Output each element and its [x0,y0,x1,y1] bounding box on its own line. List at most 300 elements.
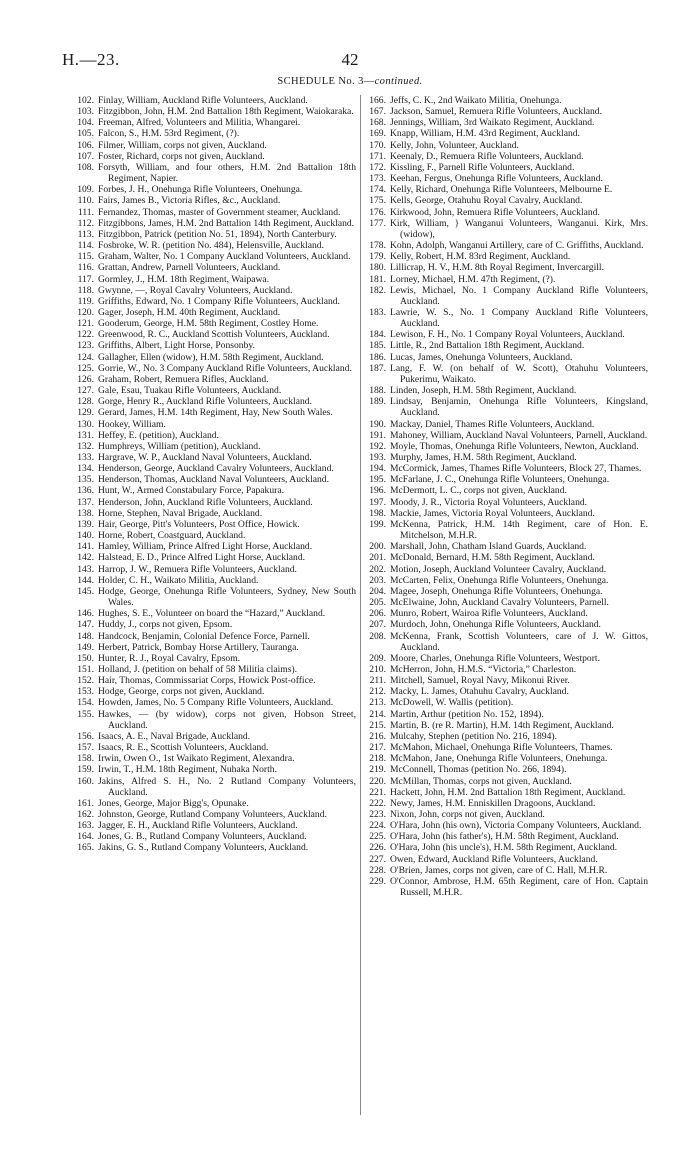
entry-text: Henderson, John, Auckland Rifle Volunteers, Auckland. [98,496,313,508]
list-item [364,474,648,485]
entry-number: 172. [369,161,386,173]
entry-text: O'Brien, James, corps not given, care of C. Hall, M.H.R. [390,864,608,876]
list-item [72,296,356,307]
list-item [72,274,356,285]
list-item [72,709,356,731]
entry-number: 169. [369,128,386,140]
entry-number: 199. [369,518,386,530]
entry-number: 120. [77,306,94,318]
entry-text: Owen, Edward, Auckland Rifle Volunteers, Auckland. [390,853,598,865]
entry-number: 124. [77,351,94,363]
list-item [72,575,356,586]
entry-text: Foster, Richard, corps not given, Auckland. [98,150,265,162]
list-item [72,820,356,831]
entry-text: Gallagher, Ellen (widow), H.M. 58th Regiment, Auckland. [98,351,324,363]
entry-number: 194. [369,463,386,475]
entry-number: 150. [77,652,94,664]
list-item [72,396,356,407]
list-item [364,564,648,575]
entry-text: Kirk, William, } Wanganui Volunteers, Wanganui. Kirk, Mrs. (widow), [390,217,648,240]
entry-number: 132. [77,440,94,452]
entry-number: 121. [77,318,94,330]
column-divider [360,95,361,1115]
entry-number: 103. [77,106,94,118]
entry-number: 182. [369,284,386,296]
entry-text: Lang, F. W. (on behalf of W. Scott), Otahuhu Volunteers, Pukerimu, Waikato. [390,362,648,385]
list-item [364,720,648,731]
list-item [72,251,356,262]
entry-text: Isaacs, A. E., Naval Brigade, Auckland. [98,730,251,742]
entry-number: 156. [77,730,94,742]
entry-number: 118. [77,284,94,296]
entry-text: Halstead, E. D., Prince Alfred Light Horse, Auckland. [98,552,306,564]
list-item [364,385,648,396]
entry-number: 134. [77,463,94,475]
entry-number: 170. [369,139,386,151]
entry-text: Mahoney, William, Auckland Naval Volunteers, Parnell, Auckland. [390,429,648,441]
entry-number: 128. [77,396,94,408]
entry-text: Martin, B. (re R. Martin), H.M. 14th Regiment, Auckland. [390,719,614,731]
list-item [72,653,356,664]
entry-number: 174. [369,184,386,196]
entry-number: 166. [369,95,386,106]
entry-number: 148. [77,630,94,642]
right-column [364,95,648,898]
list-item [364,742,648,753]
list-item [364,285,648,307]
list-item [364,463,648,474]
list-item [364,552,648,563]
entry-text: Mackie, James, Victoria Royal Volunteers, Auckland. [390,507,595,519]
list-item [364,128,648,139]
list-item [72,798,356,809]
entry-text: Hair, George, Pitt's Volunteers, Post Office, Howick. [98,518,300,530]
list-item [364,430,648,441]
entry-text: McElwaine, John, Auckland Cavalry Volunteers, Parnell. [390,597,609,609]
entry-text: Fernandez, Thomas, master of Government steamer, Auckland. [98,206,341,218]
list-item [364,798,648,809]
list-item [72,508,356,519]
list-item [72,831,356,842]
list-item [72,497,356,508]
entry-number: 205. [369,597,386,609]
list-item [364,106,648,117]
entry-text: Murdoch, John, Onehunga Rifle Volunteers, Auckland. [390,619,601,631]
list-item [364,117,648,128]
entry-text: Hair, Thomas, Commissariat Corps, Howick Post-office. [98,675,316,687]
entry-text: O'Connor, Ambrose, H.M. 65th Regiment, care of Hon. Captain Russell, M.H.R. [390,875,648,899]
list-item [364,262,648,273]
list-item [72,340,356,351]
list-item [72,742,356,753]
entry-number: 110. [77,195,94,207]
entry-number: 161. [77,797,94,809]
entry-number: 144. [77,574,94,586]
entry-number: 102. [77,95,94,106]
list-item [72,374,356,385]
list-item [364,307,648,329]
entry-text: Martin, Arthur (petition No. 152, 1894). [390,708,544,720]
list-item [72,753,356,764]
entry-number: 154. [77,697,94,709]
entry-number: 217. [369,742,386,754]
entry-number: 206. [369,608,386,620]
entry-text: Jackson, Samuel, Remuera Rifle Volunteers, Auckland. [390,106,602,118]
entry-text: Lucas, James, Onehunga Volunteers, Auckland. [390,351,573,363]
list-item [364,664,648,675]
entry-text: Humphreys, William (petition), Auckland. [98,440,261,452]
left-column [72,95,356,854]
list-item [72,318,356,329]
list-item [72,619,356,630]
entry-text: Macky, L. James, Otahuhu Cavalry, Auckland. [390,686,569,698]
list-item [364,396,648,418]
entry-number: 200. [369,541,386,553]
list-item [364,831,648,842]
entry-number: 159. [77,764,94,776]
entry-number: 130. [77,418,94,430]
entry-text: Mulcahy, Stephen (petition No. 216, 1894). [390,730,557,742]
list-item [72,686,356,697]
entry-number: 143. [77,563,94,575]
list-item [364,575,648,586]
entry-text: Mackay, Daniel, Thames Rifle Volunteers, Auckland. [390,418,595,430]
list-item [364,274,648,285]
list-item [364,497,648,508]
entry-text: McMahon, Jane, Onehunga Rifle Volunteers, Onehunga. [390,753,608,765]
list-item [364,329,648,340]
entry-number: 193. [369,452,386,463]
list-item [72,419,356,430]
list-item [364,619,648,630]
list-item [364,363,648,385]
entry-text: Forsyth, William, and four others, H.M. 2nd Battalion 18th Regiment, Napier. [98,161,356,185]
entry-text: Hodge, George, corps not given, Auckland. [98,686,265,698]
entry-text: Howden, James, No. 5 Company Rifle Volunteers, Auckland. [98,697,334,709]
list-item [364,697,648,708]
entry-number: 183. [369,306,386,318]
list-item [364,820,648,831]
list-item [72,363,356,374]
entry-number: 195. [369,474,386,486]
list-item [364,441,648,452]
list-item [364,865,648,876]
list-item [72,764,356,775]
entry-number: 213. [369,697,386,709]
list-item [364,608,648,619]
list-item [72,541,356,552]
list-item [364,876,648,898]
entry-number: 162. [77,809,94,820]
entry-text: McDonald, Bernard, H.M. 58th Regiment, Auckland. [390,552,595,564]
list-item [364,709,648,720]
entry-text: Nixon, John, corps not given, Auckland. [390,809,545,820]
entry-text: O'Hara, John (his father's), H.M. 58th Regiment, Auckland. [390,831,619,843]
entry-number: 191. [369,429,386,441]
list-item [364,508,648,519]
entry-number: 226. [369,842,386,854]
entry-number: 201. [369,552,386,564]
entry-number: 119. [77,295,94,307]
entry-text: Fosbroke, W. R. (petition No. 484), Helensville, Auckland. [98,240,324,252]
list-item [364,207,648,218]
entry-number: 197. [369,496,386,508]
entry-text: Kelly, Richard, Onehunga Rifle Volunteers, Melbourne E. [390,184,613,196]
list-item [72,631,356,642]
list-item [72,430,356,441]
entry-number: 215. [369,719,386,731]
entry-text: Holland, J. (petition on behalf of 58 Militia claims). [98,663,298,675]
entry-number: 210. [369,663,386,675]
entry-text: Knapp, William, H.M. 43rd Regiment, Auckland. [390,128,580,140]
entry-text: Grattan, Andrew, Parnell Volunteers, Auckland. [98,262,281,274]
entry-text: McKenna, Patrick, H.M. 14th Regiment, care of Hon. E. Mitchelson, M.H.R. [390,518,648,542]
entry-text: Moyle, Thomas, Onehunga Rifle Volunteers, Newton, Auckland. [390,440,639,452]
entry-number: 140. [77,530,94,542]
entry-text: McDermott, L. C., corps not given, Auckland. [390,485,567,497]
entry-text: Moore, Charles, Onehunga Rifle Volunteers, Westport. [390,652,600,664]
entry-number: 185. [369,340,386,352]
list-item [72,184,356,195]
entry-text: Keenaly, D., Remuera Rifle Volunteers, Auckland. [390,150,584,162]
entry-number: 160. [77,775,94,787]
entry-number: 123. [77,340,94,352]
entry-text: Griffiths, Albert, Light Horse, Ponsonby. [98,340,255,352]
entry-text: O'Hara, John (his uncle's), H.M. 58th Regiment, Auckland. [390,842,618,854]
entry-text: Irwin, Owen O., 1st Waikato Regiment, Alexandra. [98,753,295,765]
entry-number: 175. [369,195,386,207]
entry-text: Graham, Robert, Remuera Rifles, Auckland. [98,373,269,385]
entry-text: Gerard, James, H.M. 14th Regiment, Hay, New South Wales. [98,407,333,419]
list-item [364,519,648,541]
entry-text: McHerron, John, H.M.S. “Victoria,” Charleston. [390,663,577,675]
entry-number: 131. [77,429,94,441]
entry-number: 137. [77,496,94,508]
entry-text: McConnell, Thomas (petition No. 266, 1894). [390,764,567,776]
entry-text: Gorge, Henry R., Auckland Rifle Volunteers, Auckland. [98,396,312,408]
entry-number: 113. [77,228,94,240]
entry-text: McKenna, Frank, Scottish Volunteers, care of J. W. Gittos, Auckland. [390,630,648,653]
entry-text: Harrop, J. W., Remuera Rifle Volunteers, Auckland. [98,563,297,575]
entry-text: Kirkwood, John, Remuera Rifle Volunteers, Auckland. [390,206,600,218]
list-item [72,407,356,418]
entry-text: Magee, Joseph, Onehunga Rifle Volunteers, Onehunga. [390,585,603,597]
entry-number: 222. [369,797,386,809]
entry-text: Little, R., 2nd Battalion 18th Regiment, Auckland. [390,340,585,352]
list-item [72,809,356,820]
entry-text: Jakins, Alfred S. H., No. 2 Rutland Company Volunteers, Auckland. [98,775,356,798]
list-item [364,764,648,775]
list-item [72,452,356,463]
entry-number: 221. [369,786,386,798]
entry-text: Gale, Esau, Tuakau Rifle Volunteers, Auckland. [98,385,282,397]
entry-text: Falcon, S., H.M. 53rd Regiment, (?). [98,128,240,140]
entry-text: Mitchell, Samuel, Royal Navy, Mikonui River. [390,675,570,687]
entry-text: Linden, Joseph, H.M. 58th Regiment, Auckland. [390,385,577,397]
entry-text: Motion, Joseph, Auckland Volunteer Cavalry, Auckland. [390,563,607,575]
entry-text: Gorrie, W., No. 3 Company Auckland Rifle Volunteers, Auckland. [98,362,352,374]
list-item [72,352,356,363]
entry-text: Marshall, John, Chatham Island Guards, Auckland. [390,541,587,553]
list-item [364,842,648,853]
entry-text: Handcock, Benjamin, Colonial Defence Force, Parnell. [98,630,310,642]
entry-text: Keehan, Fergus, Onehunga Rifle Volunteers, Auckland. [390,173,603,185]
entry-number: 167. [369,106,386,118]
list-item [364,352,648,363]
list-item [364,753,648,764]
list-item [72,229,356,240]
list-item [364,731,648,742]
entry-number: 116. [77,262,94,274]
list-item [72,128,356,139]
entry-number: 117. [77,273,94,285]
entry-number: 146. [77,608,94,620]
list-item [72,329,356,340]
entry-text: Kissling, F., Parnell Rifle Volunteers, Auckland. [390,161,575,173]
entry-text: Horne, Robert, Coastguard, Auckland. [98,530,246,542]
entry-text: Kelly, Robert, H.M. 83rd Regiment, Auckland. [390,251,571,263]
entry-text: Jennings, William, 3rd Waikato Regiment, Auckland. [390,117,595,129]
entry-number: 107. [77,150,94,162]
entry-number: 229. [369,875,386,887]
entry-number: 219. [369,764,386,776]
list-item [364,787,648,798]
document-reference: H.—23. [62,50,120,69]
list-item [72,519,356,530]
entry-number: 133. [77,452,94,463]
entry-number: 125. [77,362,94,374]
entry-text: Munro, Robert, Wairoa Rifle Volunteers, Auckland. [390,608,588,620]
list-item [364,631,648,653]
entry-number: 158. [77,753,94,765]
list-item [364,95,648,106]
entry-number: 177. [369,217,386,229]
entry-number: 129. [77,407,94,419]
list-item [72,485,356,496]
entry-text: Holder, C. H., Waikato Militia, Auckland. [98,574,259,586]
entry-number: 196. [369,485,386,497]
entry-text: Lillicrap, H. V., H.M. 8th Royal Regiment, Invercargill. [390,262,604,274]
entry-text: Lindsay, Benjamin, Onehunga Rifle Volunteers, Kingsland, Auckland. [390,396,648,419]
entry-number: 139. [77,518,94,530]
entry-text: Jones, George, Major Bigg's, Opunake. [98,797,249,809]
entry-number: 225. [369,831,386,843]
entry-number: 220. [369,775,386,787]
entry-number: 190. [369,418,386,430]
entry-number: 227. [369,853,386,865]
list-item [72,530,356,541]
list-item [72,697,356,708]
entry-number: 145. [77,585,94,597]
list-item [72,441,356,452]
entry-text: Gager, Joseph, H.M. 40th Regiment, Auckland. [98,306,281,318]
entry-number: 168. [369,117,386,129]
list-item [364,586,648,597]
entry-number: 209. [369,652,386,664]
entry-number: 173. [369,173,386,185]
entry-text: McDowell, W. Wallis (petition). [390,697,514,709]
schedule-title: SCHEDULE No. 3— [277,76,375,87]
schedule-heading [0,76,700,87]
entry-text: Hargrave, W. P., Auckland Naval Volunteers, Auckland. [98,452,312,463]
entry-text: Fitzgibbon, Patrick (petition No. 51, 1894), North Canterbury. [98,228,337,240]
entry-text: Hookey, William. [98,418,166,430]
entry-number: 204. [369,585,386,597]
entry-number: 165. [77,842,94,854]
entry-text: Hunter, R. J., Royal Cavalry, Epsom. [98,652,241,664]
entry-text: Hodge, George, Onehunga Rifle Volunteers, Sydney, New South Wales. [98,585,356,609]
entry-text: Gormley, J., H.M. 18th Regiment, Waipawa. [98,273,270,285]
entry-number: 187. [369,362,386,374]
entry-text: Jagger, E. H., Auckland Rifle Volunteers, Auckland. [98,820,298,832]
list-item [72,285,356,296]
list-item [72,207,356,218]
list-item [72,642,356,653]
entry-text: McMahon, Michael, Onehunga Rifle Volunteers, Thames. [390,742,613,754]
entry-number: 147. [77,619,94,631]
entry-number: 223. [369,809,386,820]
entry-text: Hackett, John, H.M. 2nd Battalion 18th Regiment, Auckland. [390,786,626,798]
entry-number: 126. [77,373,94,385]
list-item [72,195,356,206]
list-item [72,117,356,128]
entry-number: 224. [369,820,386,832]
list-item [72,385,356,396]
list-item [72,586,356,608]
list-item [72,842,356,853]
list-item [72,162,356,184]
entry-text: Lewison, F. H., No. 1 Company Royal Volunteers, Auckland. [390,329,625,341]
entry-text: Lorney, Michael, H.M. 47th Regiment, (?). [390,273,556,285]
list-item [364,218,648,240]
entry-text: McFarlane, J. C., Onehunga Rifle Volunteers, Onehunga. [390,474,610,486]
entry-text: Hawkes, — (by widow), corps not given, Hobson Street, Auckland. [98,708,356,731]
list-item [364,195,648,206]
entry-text: Kohn, Adolph, Wanganui Artillery, care of C. Griffiths, Auckland. [390,240,644,252]
entry-text: Finlay, William, Auckland Rifle Volunteers, Auckland. [98,95,308,106]
entry-number: 178. [369,240,386,252]
list-item [72,240,356,251]
entry-number: 153. [77,686,94,698]
entry-text: Hamley, William, Prince Alfred Light Horse, Auckland. [98,541,313,553]
list-item [72,463,356,474]
list-item [364,452,648,463]
entry-number: 171. [369,150,386,162]
entry-number: 211. [369,675,386,687]
entry-number: 151. [77,663,94,675]
entry-number: 135. [77,474,94,486]
entry-number: 216. [369,730,386,742]
entry-number: 179. [369,251,386,263]
entry-number: 218. [369,753,386,765]
list-item [364,240,648,251]
entry-number: 228. [369,864,386,876]
entry-number: 180. [369,262,386,274]
entry-text: Herbert, Patrick, Bombay Horse Artillery, Tauranga. [98,641,299,653]
list-item [72,675,356,686]
entry-number: 115. [77,251,94,263]
entry-number: 188. [369,385,386,397]
list-item [364,419,648,430]
list-item [364,184,648,195]
entry-number: 164. [77,831,94,843]
entry-number: 214. [369,708,386,720]
entry-text: Johnston, George, Rutland Company Volunteers, Auckland. [98,809,327,820]
entry-number: 127. [77,385,94,397]
entry-text: Graham, Walter, No. 1 Company Auckland Volunteers, Auckland. [98,251,351,263]
entry-number: 111. [77,206,94,218]
entry-number: 108. [77,161,94,173]
